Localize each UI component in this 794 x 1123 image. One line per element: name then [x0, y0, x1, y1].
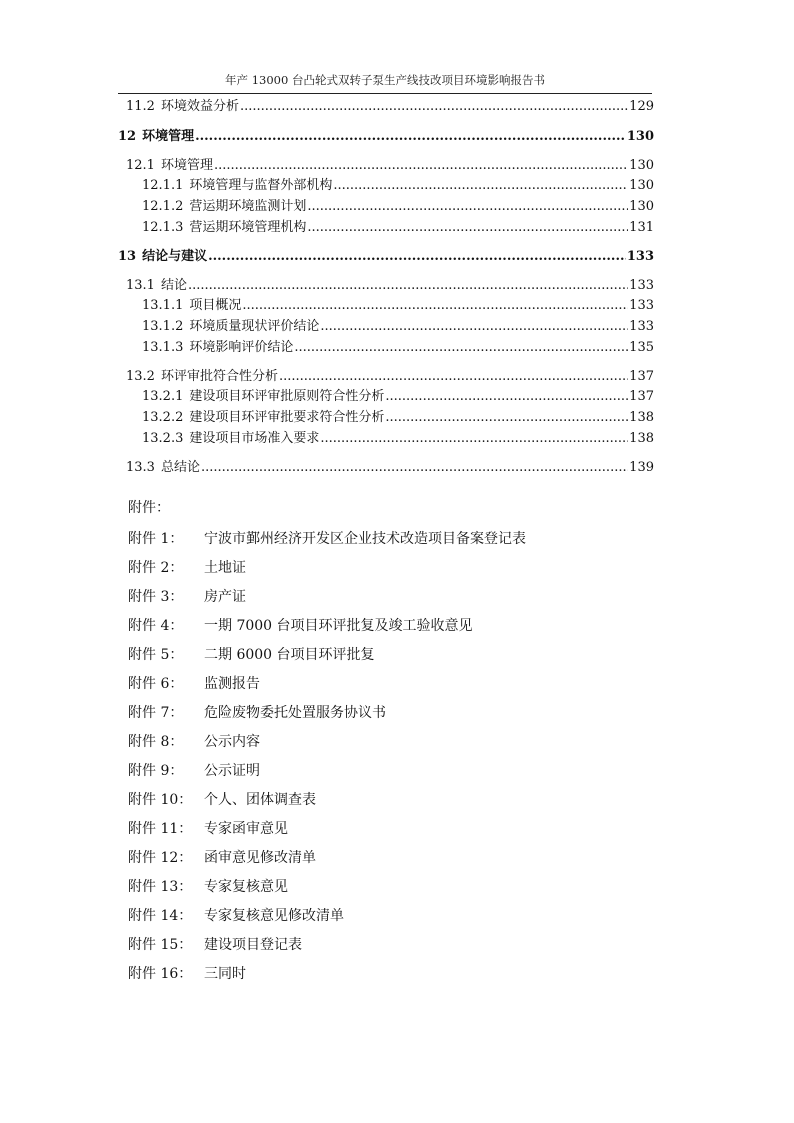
toc-title: 总结论 — [160, 460, 200, 475]
appendix-item — [128, 702, 386, 722]
toc-leader — [214, 158, 628, 173]
appendix-label: 附件 8： — [128, 734, 184, 750]
appendix-text: 专家复核意见修改清单 — [204, 908, 344, 924]
toc-number: 12.1.1 — [142, 178, 184, 193]
toc-entry[interactable] — [142, 427, 654, 447]
toc-page-number: 139 — [629, 460, 654, 475]
toc-page-number: 133 — [626, 249, 654, 264]
appendix-text: 危险废物委托处置服务协议书 — [204, 705, 386, 721]
header-divider — [118, 93, 652, 94]
appendix-text: 函审意见修改清单 — [204, 850, 316, 866]
toc-number: 12 — [118, 129, 137, 144]
appendix-label: 附件 15： — [128, 937, 193, 953]
appendix-text: 宁波市鄞州经济开发区企业技术改造项目备案登记表 — [204, 531, 526, 547]
appendix-item — [128, 963, 246, 983]
appendix-label: 附件 10： — [128, 792, 193, 808]
toc-title: 环境影响评价结论 — [189, 340, 294, 355]
appendix-label: 附件 14： — [128, 908, 193, 924]
toc-page-number: 137 — [629, 389, 654, 404]
toc-leader — [320, 431, 628, 446]
toc-leader — [385, 410, 628, 425]
toc-number: 13.2 — [126, 369, 155, 384]
toc-title: 建设项目环评审批要求符合性分析 — [189, 410, 385, 425]
appendix-item — [128, 905, 344, 925]
toc-entry[interactable] — [142, 406, 654, 426]
appendix-item — [128, 760, 260, 780]
appendix-text: 个人、团体调查表 — [204, 792, 316, 808]
toc-page-number: 133 — [629, 278, 654, 293]
appendix-text: 二期 6000 台项目环评批复 — [204, 647, 375, 663]
toc-page-number: 130 — [629, 158, 654, 173]
appendix-item — [128, 847, 316, 867]
toc-title: 环境质量现状评价结论 — [189, 319, 320, 334]
toc-page-number: 138 — [629, 431, 654, 446]
appendix-label: 附件 13： — [128, 879, 193, 895]
page-header-title: 年产 13000 台凸轮式双转子泵生产线技改项目环境影响报告书 — [225, 73, 545, 87]
toc-title: 环境管理 — [142, 129, 195, 144]
toc-number: 12.1.2 — [142, 199, 184, 214]
toc-leader — [242, 298, 628, 313]
toc-entry[interactable] — [142, 195, 654, 215]
appendix-label: 附件 12： — [128, 850, 193, 866]
appendix-text: 三同时 — [204, 966, 246, 982]
toc-number: 13 — [118, 249, 137, 264]
toc-leader — [279, 369, 628, 384]
appendix-item — [128, 615, 473, 635]
toc-leader — [307, 199, 628, 214]
toc-number: 12.1.3 — [142, 220, 184, 235]
toc-leader — [195, 129, 626, 144]
toc-leader — [240, 99, 628, 114]
appendix-item — [128, 731, 260, 751]
appendix-label: 附件 2： — [128, 560, 184, 576]
appendix-label: 附件 16： — [128, 966, 193, 982]
appendix-item — [128, 876, 288, 896]
toc-title: 环境管理 — [160, 158, 213, 173]
toc-leader — [188, 278, 628, 293]
toc-leader — [201, 460, 628, 475]
toc-entry[interactable] — [126, 95, 654, 115]
toc-leader — [208, 249, 626, 264]
toc-entry[interactable] — [142, 385, 654, 405]
toc-entry[interactable] — [142, 315, 654, 335]
toc-title: 营运期环境监测计划 — [189, 199, 307, 214]
toc-number: 13.1.2 — [142, 319, 184, 334]
toc-leader — [385, 389, 628, 404]
toc-title: 建设项目环评审批原则符合性分析 — [189, 389, 385, 404]
toc-entry[interactable] — [142, 216, 654, 236]
appendix-label: 附件 6： — [128, 676, 184, 692]
toc-page-number: 133 — [629, 298, 654, 313]
toc-entry[interactable] — [142, 294, 654, 314]
toc-title: 环境效益分析 — [160, 99, 239, 114]
toc-entry[interactable] — [142, 174, 654, 194]
toc-number: 13.2.3 — [142, 431, 184, 446]
toc-entry[interactable] — [126, 154, 654, 174]
toc-title: 建设项目市场准入要求 — [189, 431, 320, 446]
toc-title: 营运期环境管理机构 — [189, 220, 307, 235]
toc-page-number: 130 — [629, 199, 654, 214]
toc-entry[interactable] — [126, 365, 654, 385]
toc-page-number: 138 — [629, 410, 654, 425]
toc-title: 结论与建议 — [142, 249, 208, 264]
toc-page-number: 129 — [629, 99, 654, 114]
toc-page-number: 130 — [629, 178, 654, 193]
appendix-heading: 附件： — [128, 500, 170, 516]
appendix-item — [128, 528, 526, 548]
toc-page-number: 130 — [626, 129, 654, 144]
appendix-label: 附件 1： — [128, 531, 184, 547]
appendix-label: 附件 11： — [128, 821, 193, 837]
appendix-label: 附件 3： — [128, 589, 184, 605]
toc-number: 13.3 — [126, 460, 155, 475]
toc-page-number: 135 — [629, 340, 654, 355]
appendix-item — [128, 673, 260, 693]
appendix-text: 专家函审意见 — [204, 821, 288, 837]
toc-title: 环境管理与监督外部机构 — [189, 178, 333, 193]
appendix-text: 房产证 — [204, 589, 246, 605]
appendix-text: 专家复核意见 — [204, 879, 288, 895]
toc-number: 11.2 — [126, 99, 155, 114]
appendix-item — [128, 818, 288, 838]
appendix-item — [128, 586, 246, 606]
toc-number: 12.1 — [126, 158, 155, 173]
appendix-label: 附件 4： — [128, 618, 184, 634]
toc-page-number: 133 — [629, 319, 654, 334]
toc-number: 13.1 — [126, 278, 155, 293]
toc-title: 结论 — [160, 278, 187, 293]
appendix-item — [128, 557, 246, 577]
toc-page-number: 137 — [629, 369, 654, 384]
toc-number: 13.1.1 — [142, 298, 184, 313]
toc-leader — [320, 319, 628, 334]
toc-leader — [294, 340, 628, 355]
appendix-text: 土地证 — [204, 560, 246, 576]
toc-entry[interactable] — [118, 245, 654, 265]
appendix-item — [128, 644, 375, 664]
toc-entry[interactable] — [126, 274, 654, 294]
toc-number: 13.1.3 — [142, 340, 184, 355]
toc-entry[interactable] — [142, 336, 654, 356]
appendix-item — [128, 934, 302, 954]
appendix-text: 建设项目登记表 — [204, 937, 302, 953]
appendix-label: 附件 5： — [128, 647, 184, 663]
toc-number: 13.2.2 — [142, 410, 184, 425]
appendix-label: 附件 7： — [128, 705, 184, 721]
toc-number: 13.2.1 — [142, 389, 184, 404]
toc-leader — [307, 220, 628, 235]
toc-title: 项目概况 — [189, 298, 242, 313]
toc-title: 环评审批符合性分析 — [160, 369, 278, 384]
appendix-text: 监测报告 — [204, 676, 260, 692]
appendix-text: 一期 7000 台项目环评批复及竣工验收意见 — [204, 618, 473, 634]
appendix-text: 公示证明 — [204, 763, 260, 779]
toc-entry[interactable] — [126, 456, 654, 476]
toc-page-number: 131 — [629, 220, 654, 235]
toc-leader — [333, 178, 628, 193]
appendix-text: 公示内容 — [204, 734, 260, 750]
appendix-item — [128, 789, 316, 809]
appendix-label: 附件 9： — [128, 763, 184, 779]
toc-entry[interactable] — [118, 125, 654, 145]
